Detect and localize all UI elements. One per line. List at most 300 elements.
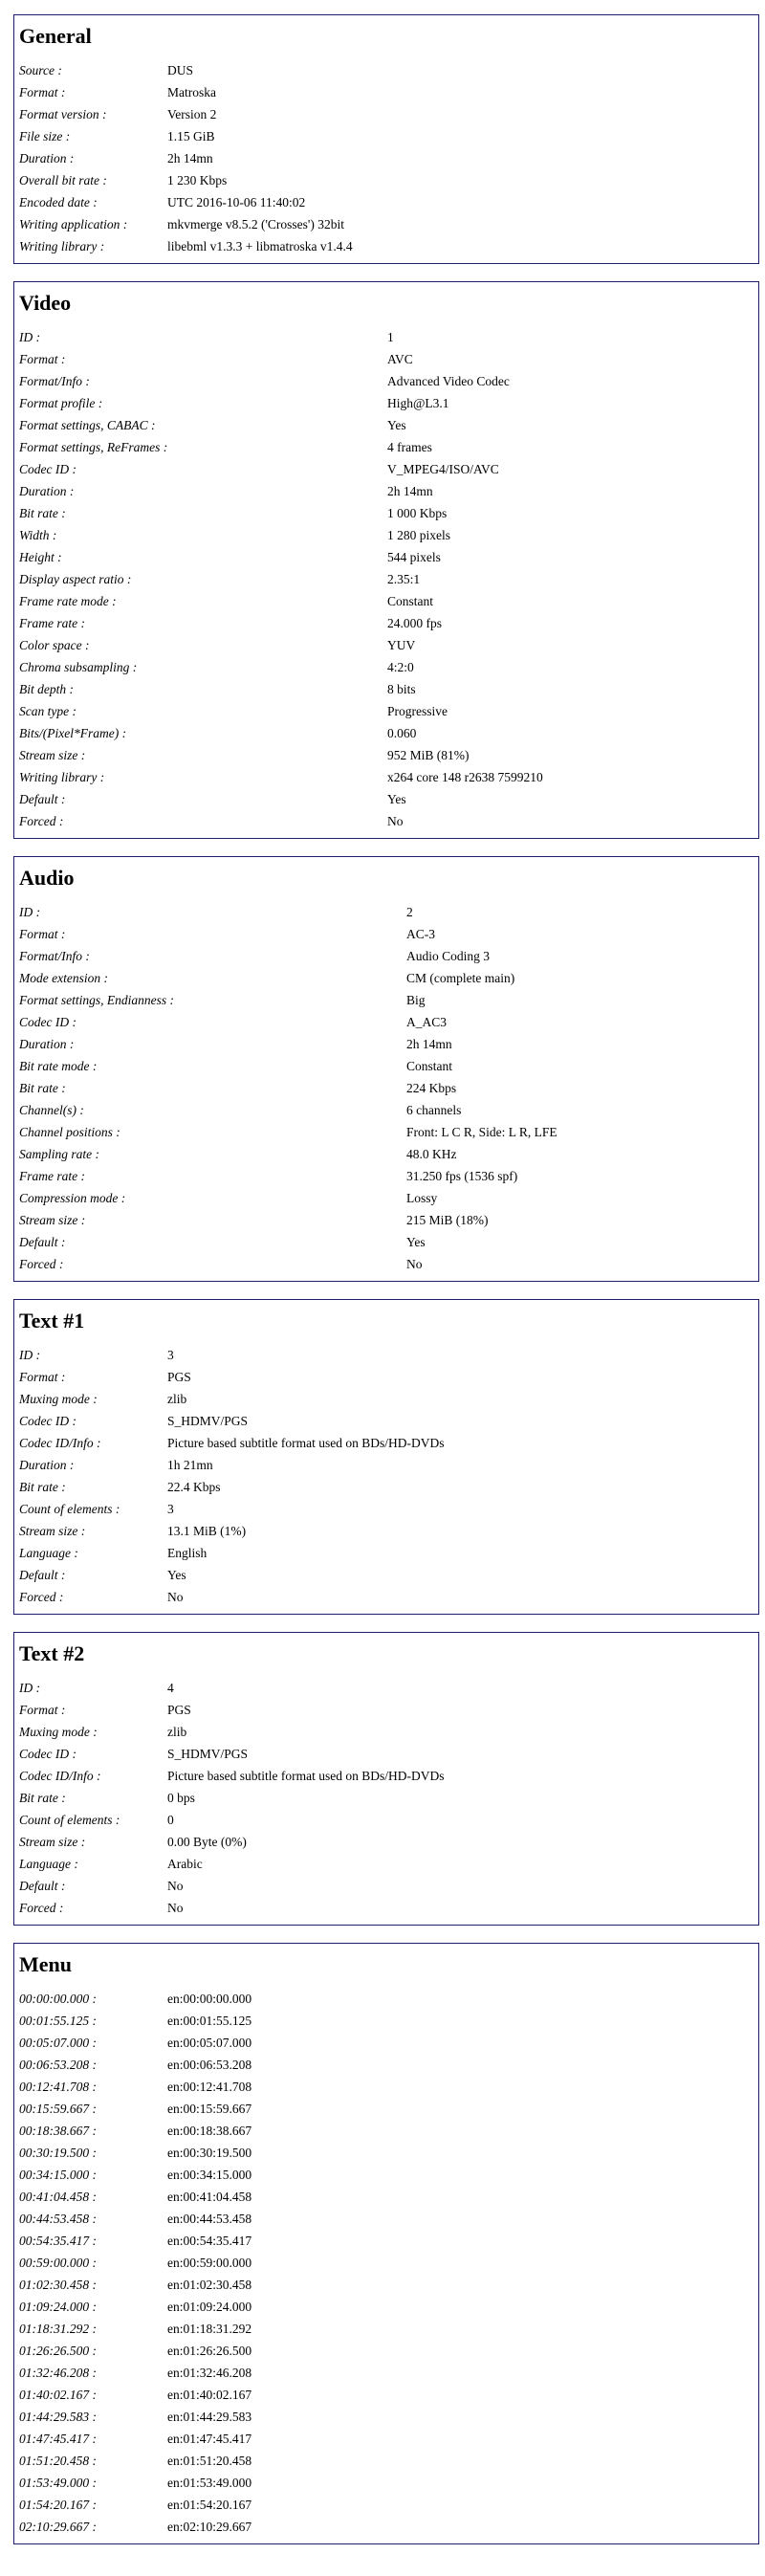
- info-value: No: [167, 1901, 184, 1915]
- info-row: [19, 1765, 751, 1787]
- info-value: V_MPEG4/ISO/AVC: [387, 462, 499, 476]
- info-row: [19, 788, 751, 810]
- info-row: [19, 2076, 751, 2098]
- info-row: [19, 1143, 751, 1165]
- info-label: Bit depth :: [19, 682, 74, 696]
- info-label: Codec ID :: [19, 1747, 76, 1761]
- info-row: [19, 1897, 751, 1919]
- info-row: [19, 1743, 751, 1765]
- info-row: [19, 568, 751, 590]
- info-row: [19, 1542, 751, 1564]
- info-label: 00:54:35.417 :: [19, 2234, 97, 2248]
- info-label: 00:05:07.000 :: [19, 2036, 97, 2050]
- info-value: 3: [167, 1502, 174, 1516]
- info-label: ID :: [19, 1348, 41, 1362]
- info-value: Audio Coding 3: [406, 949, 491, 963]
- info-row: [19, 2274, 751, 2296]
- info-row: [19, 2054, 751, 2076]
- info-row: [19, 678, 751, 700]
- info-value: en:00:44:53.458: [167, 2212, 252, 2226]
- info-row: [19, 1055, 751, 1077]
- info-row: [19, 2450, 751, 2472]
- info-label: 01:54:20.167 :: [19, 2498, 97, 2512]
- info-value: 224 Kbps: [406, 1081, 457, 1095]
- info-row: [19, 1253, 751, 1275]
- info-label: Language :: [19, 1857, 78, 1871]
- info-label: Duration :: [19, 1037, 75, 1051]
- info-value: 1.15 GiB: [167, 129, 215, 143]
- info-value: Yes: [406, 1235, 426, 1249]
- info-label: Bit rate :: [19, 1480, 66, 1494]
- info-row: [19, 1410, 751, 1432]
- info-value: 0.060: [387, 726, 417, 740]
- info-label: 01:47:45.417 :: [19, 2432, 97, 2446]
- info-value: 13.1 MiB (1%): [167, 1524, 247, 1538]
- info-row: [19, 1366, 751, 1388]
- section-title: Audio: [19, 866, 75, 890]
- info-value: A_AC3: [406, 1015, 448, 1029]
- info-row: [19, 370, 751, 392]
- info-label: Channel positions :: [19, 1125, 120, 1139]
- info-value: CM (complete main): [406, 971, 515, 985]
- info-value: en:01:32:46.208: [167, 2366, 252, 2380]
- info-value: en:00:41:04.458: [167, 2190, 252, 2204]
- info-value: en:01:54:20.167: [167, 2498, 252, 2512]
- info-value: 4 frames: [387, 440, 432, 454]
- info-value: Lossy: [406, 1191, 438, 1205]
- info-label: 01:02:30.458 :: [19, 2278, 97, 2292]
- info-label: Bit rate :: [19, 1791, 66, 1805]
- section-video: [13, 281, 759, 839]
- info-label: Compression mode :: [19, 1191, 126, 1205]
- info-row: [19, 2318, 751, 2340]
- info-value: 1 000 Kbps: [387, 506, 448, 520]
- info-label: Duration :: [19, 1458, 75, 1472]
- info-label: 01:32:46.208 :: [19, 2366, 97, 2380]
- info-row: [19, 502, 751, 524]
- info-value: libebml v1.3.3 + libmatroska v1.4.4: [167, 239, 353, 253]
- info-label: Writing library :: [19, 770, 105, 784]
- info-value: AC-3: [406, 927, 435, 941]
- info-value: 24.000 fps: [387, 616, 442, 630]
- info-row: [19, 2230, 751, 2252]
- info-label: 00:18:38.667 :: [19, 2124, 97, 2138]
- info-row: [19, 59, 751, 81]
- info-row: [19, 1121, 751, 1143]
- info-label: Codec ID/Info :: [19, 1436, 101, 1450]
- info-value: Arabic: [167, 1857, 203, 1871]
- info-row: [19, 722, 751, 744]
- info-value: Progressive: [387, 704, 448, 718]
- info-value: en:00:15:59.667: [167, 2102, 252, 2116]
- info-label: Mode extension :: [19, 971, 108, 985]
- info-row: [19, 2252, 751, 2274]
- info-value: 2h 14mn: [387, 484, 433, 498]
- info-row: [19, 612, 751, 634]
- info-row: [19, 392, 751, 414]
- info-row: [19, 1454, 751, 1476]
- info-value: DUS: [167, 63, 194, 77]
- section-text-1: [13, 1299, 759, 1615]
- info-row: [19, 2516, 751, 2538]
- info-row: [19, 191, 751, 213]
- info-row: [19, 2186, 751, 2208]
- info-label: Count of elements :: [19, 1502, 120, 1516]
- info-label: Format :: [19, 927, 66, 941]
- info-value: 2: [406, 905, 413, 919]
- info-row: [19, 634, 751, 656]
- info-value: 22.4 Kbps: [167, 1480, 221, 1494]
- info-value: 4: [167, 1681, 174, 1695]
- info-label: 01:44:29.583 :: [19, 2410, 97, 2424]
- info-value: S_HDMV/PGS: [167, 1414, 249, 1428]
- info-label: 02:10:29.667 :: [19, 2520, 97, 2534]
- info-row: [19, 1586, 751, 1608]
- info-label: Forced :: [19, 1901, 64, 1915]
- info-value: zlib: [167, 1725, 187, 1739]
- info-row: [19, 546, 751, 568]
- info-value: No: [387, 814, 404, 828]
- info-label: Muxing mode :: [19, 1725, 98, 1739]
- info-row: [19, 414, 751, 436]
- info-label: Format :: [19, 352, 66, 366]
- info-label: Overall bit rate :: [19, 173, 107, 187]
- info-label: Bit rate mode :: [19, 1059, 98, 1073]
- info-label: 00:30:19.500 :: [19, 2146, 97, 2160]
- section-title: Text #1: [19, 1309, 85, 1332]
- info-label: Format settings, CABAC :: [19, 418, 156, 432]
- info-label: Format :: [19, 1703, 66, 1717]
- info-row: [19, 1344, 751, 1366]
- info-label: Writing application :: [19, 217, 128, 231]
- info-label: Channel(s) :: [19, 1103, 84, 1117]
- info-value: en:00:18:38.667: [167, 2124, 252, 2138]
- info-row: [19, 2120, 751, 2142]
- info-label: Format/Info :: [19, 949, 90, 963]
- info-value: No: [406, 1257, 423, 1271]
- section-text-2: [13, 1632, 759, 1926]
- info-value: High@L3.1: [387, 396, 449, 410]
- info-value: Yes: [387, 792, 406, 806]
- info-value: No: [167, 1879, 184, 1893]
- info-row: [19, 700, 751, 722]
- info-label: Format/Info :: [19, 374, 90, 388]
- info-row: [19, 2472, 751, 2494]
- info-value: en:00:00:00.000: [167, 1992, 252, 2006]
- info-label: ID :: [19, 1681, 41, 1695]
- info-value: 3: [167, 1348, 174, 1362]
- info-value: 215 MiB (18%): [406, 1213, 489, 1227]
- info-value: 0: [167, 1813, 174, 1827]
- info-label: 01:26:26.500 :: [19, 2344, 97, 2358]
- info-value: No: [167, 1590, 184, 1604]
- info-row: [19, 923, 751, 945]
- info-row: [19, 1432, 751, 1454]
- info-label: Forced :: [19, 814, 64, 828]
- info-row: [19, 1831, 751, 1853]
- info-value: YUV: [387, 638, 416, 652]
- info-row: [19, 2032, 751, 2054]
- info-row: [19, 2296, 751, 2318]
- info-value: 31.250 fps (1536 spf): [406, 1169, 518, 1183]
- info-row: [19, 2494, 751, 2516]
- info-value: en:00:12:41.708: [167, 2080, 252, 2094]
- info-value: 1: [387, 330, 394, 344]
- info-label: 00:15:59.667 :: [19, 2102, 97, 2116]
- info-row: [19, 436, 751, 458]
- info-label: 01:18:31.292 :: [19, 2322, 97, 2336]
- info-row: [19, 1388, 751, 1410]
- info-row: [19, 1099, 751, 1121]
- section-audio: [13, 856, 759, 1282]
- info-label: Duration :: [19, 484, 75, 498]
- info-row: [19, 590, 751, 612]
- info-row: [19, 1988, 751, 2010]
- info-value: Picture based subtitle format used on BDs/HD-DVDs: [167, 1436, 445, 1450]
- info-label: Forced :: [19, 1590, 64, 1604]
- info-label: Muxing mode :: [19, 1392, 98, 1406]
- info-label: Forced :: [19, 1257, 64, 1271]
- info-row: [19, 2164, 751, 2186]
- info-value: Matroska: [167, 85, 216, 99]
- info-label: 01:51:20.458 :: [19, 2454, 97, 2468]
- info-row: [19, 147, 751, 169]
- info-label: 00:06:53.208 :: [19, 2058, 97, 2072]
- info-row: [19, 326, 751, 348]
- info-row: [19, 213, 751, 235]
- info-label: Bit rate :: [19, 1081, 66, 1095]
- section-title: Menu: [19, 1952, 72, 1976]
- info-row: [19, 81, 751, 103]
- info-row: [19, 1787, 751, 1809]
- info-value: PGS: [167, 1370, 191, 1384]
- info-row: [19, 2406, 751, 2428]
- info-value: 952 MiB (81%): [387, 748, 470, 762]
- info-label: Default :: [19, 792, 66, 806]
- info-value: 1h 21mn: [167, 1458, 213, 1472]
- info-value: PGS: [167, 1703, 191, 1717]
- info-value: en:01:26:26.500: [167, 2344, 252, 2358]
- info-value: 6 channels: [406, 1103, 462, 1117]
- info-row: [19, 1677, 751, 1699]
- info-label: Format :: [19, 85, 66, 99]
- info-value: x264 core 148 r2638 7599210: [387, 770, 543, 784]
- info-label: Frame rate :: [19, 616, 85, 630]
- info-row: [19, 901, 751, 923]
- info-value: English: [167, 1546, 208, 1560]
- info-row: [19, 1809, 751, 1831]
- info-value: 1 230 Kbps: [167, 173, 228, 187]
- info-value: en:00:59:00.000: [167, 2256, 252, 2270]
- info-label: Stream size :: [19, 1524, 86, 1538]
- info-row: [19, 2340, 751, 2362]
- info-value: en:01:02:30.458: [167, 2278, 252, 2292]
- info-label: Frame rate :: [19, 1169, 85, 1183]
- info-value: 2h 14mn: [167, 151, 213, 165]
- info-label: 01:40:02.167 :: [19, 2388, 97, 2402]
- info-label: Sampling rate :: [19, 1147, 99, 1161]
- info-value: 2.35:1: [387, 572, 421, 586]
- info-label: Bits/(Pixel*Frame) :: [19, 726, 127, 740]
- info-row: [19, 766, 751, 788]
- info-value: zlib: [167, 1392, 187, 1406]
- info-row: [19, 744, 751, 766]
- info-row: [19, 1498, 751, 1520]
- info-value: 2h 14mn: [406, 1037, 452, 1051]
- info-row: [19, 2142, 751, 2164]
- info-label: 00:59:00.000 :: [19, 2256, 97, 2270]
- info-label: Stream size :: [19, 1835, 86, 1849]
- info-label: Encoded date :: [19, 195, 98, 209]
- info-label: Default :: [19, 1568, 66, 1582]
- info-value: 0.00 Byte (0%): [167, 1835, 247, 1849]
- info-value: 1 280 pixels: [387, 528, 450, 542]
- info-label: Width :: [19, 528, 57, 542]
- info-label: Chroma subsampling :: [19, 660, 138, 674]
- info-row: [19, 2428, 751, 2450]
- info-label: 00:00:00.000 :: [19, 1992, 97, 2006]
- info-label: Stream size :: [19, 1213, 86, 1227]
- info-row: [19, 1231, 751, 1253]
- info-label: 00:01:55.125 :: [19, 2014, 97, 2028]
- info-row: [19, 1520, 751, 1542]
- info-label: Default :: [19, 1235, 66, 1249]
- info-label: Format settings, ReFrames :: [19, 440, 168, 454]
- info-row: [19, 458, 751, 480]
- info-row: [19, 103, 751, 125]
- info-value: Version 2: [167, 107, 217, 121]
- info-value: mkvmerge v8.5.2 ('Crosses') 32bit: [167, 217, 344, 231]
- info-label: Language :: [19, 1546, 78, 1560]
- info-value: 8 bits: [387, 682, 416, 696]
- info-row: [19, 945, 751, 967]
- info-value: UTC 2016-10-06 11:40:02: [167, 195, 306, 209]
- info-label: Codec ID :: [19, 1015, 76, 1029]
- info-row: [19, 524, 751, 546]
- info-label: 00:34:15.000 :: [19, 2168, 97, 2182]
- info-row: [19, 1033, 751, 1055]
- info-value: Picture based subtitle format used on BDs/HD-DVDs: [167, 1769, 445, 1783]
- info-label: Height :: [19, 550, 62, 564]
- info-label: Format settings, Endianness :: [19, 993, 174, 1007]
- info-row: [19, 125, 751, 147]
- section-title: Video: [19, 291, 72, 315]
- info-row: [19, 348, 751, 370]
- info-label: Bit rate :: [19, 506, 66, 520]
- info-value: Big: [406, 993, 426, 1007]
- info-label: 00:12:41.708 :: [19, 2080, 97, 2094]
- info-row: [19, 1875, 751, 1897]
- info-label: File size :: [19, 129, 71, 143]
- section-title: General: [19, 24, 92, 48]
- info-row: [19, 2362, 751, 2384]
- info-row: [19, 480, 751, 502]
- info-value: en:01:47:45.417: [167, 2432, 252, 2446]
- info-label: Writing library :: [19, 239, 105, 253]
- info-label: Count of elements :: [19, 1813, 120, 1827]
- info-value: Front: L C R, Side: L R, LFE: [406, 1125, 557, 1139]
- info-label: 01:09:24.000 :: [19, 2300, 97, 2314]
- info-value: en:01:18:31.292: [167, 2322, 252, 2336]
- info-label: 00:44:53.458 :: [19, 2212, 97, 2226]
- info-label: Format version :: [19, 107, 107, 121]
- info-value: en:01:44:29.583: [167, 2410, 252, 2424]
- info-value: S_HDMV/PGS: [167, 1747, 249, 1761]
- info-value: 0 bps: [167, 1791, 195, 1805]
- section-general: [13, 14, 759, 264]
- info-row: [19, 1187, 751, 1209]
- info-label: 01:53:49.000 :: [19, 2476, 97, 2490]
- info-value: AVC: [387, 352, 413, 366]
- info-value: en:00:30:19.500: [167, 2146, 252, 2160]
- info-label: Duration :: [19, 151, 75, 165]
- info-label: Format profile :: [19, 396, 103, 410]
- info-value: en:01:51:20.458: [167, 2454, 252, 2468]
- media-info-report: [13, 14, 759, 2562]
- info-value: en:00:05:07.000: [167, 2036, 252, 2050]
- info-label: ID :: [19, 905, 41, 919]
- info-row: [19, 2010, 751, 2032]
- info-label: Stream size :: [19, 748, 86, 762]
- info-value: en:01:09:24.000: [167, 2300, 252, 2314]
- info-value: Yes: [387, 418, 406, 432]
- info-label: 00:41:04.458 :: [19, 2190, 97, 2204]
- section-menu: [13, 1943, 759, 2544]
- info-value: 544 pixels: [387, 550, 441, 564]
- info-row: [19, 1699, 751, 1721]
- info-row: [19, 1165, 751, 1187]
- info-row: [19, 1564, 751, 1586]
- info-row: [19, 169, 751, 191]
- info-value: Constant: [387, 594, 434, 608]
- info-value: en:01:40:02.167: [167, 2388, 252, 2402]
- info-label: ID :: [19, 330, 41, 344]
- info-value: en:02:10:29.667: [167, 2520, 252, 2534]
- info-label: Frame rate mode :: [19, 594, 117, 608]
- info-row: [19, 2098, 751, 2120]
- info-value: en:01:53:49.000: [167, 2476, 252, 2490]
- info-label: Format :: [19, 1370, 66, 1384]
- info-label: Codec ID :: [19, 462, 76, 476]
- info-value: Advanced Video Codec: [387, 374, 510, 388]
- info-row: [19, 810, 751, 832]
- info-row: [19, 2208, 751, 2230]
- info-value: en:00:01:55.125: [167, 2014, 252, 2028]
- info-row: [19, 1476, 751, 1498]
- info-row: [19, 1853, 751, 1875]
- info-label: Display aspect ratio :: [19, 572, 132, 586]
- info-label: Scan type :: [19, 704, 76, 718]
- info-value: Yes: [167, 1568, 186, 1582]
- info-row: [19, 1209, 751, 1231]
- info-value: en:00:06:53.208: [167, 2058, 252, 2072]
- info-label: Default :: [19, 1879, 66, 1893]
- info-value: en:00:34:15.000: [167, 2168, 252, 2182]
- info-label: Codec ID/Info :: [19, 1769, 101, 1783]
- info-row: [19, 2384, 751, 2406]
- info-row: [19, 1721, 751, 1743]
- info-row: [19, 1077, 751, 1099]
- info-row: [19, 1011, 751, 1033]
- info-value: 4:2:0: [387, 660, 414, 674]
- info-label: Color space :: [19, 638, 90, 652]
- info-row: [19, 967, 751, 989]
- info-label: Source :: [19, 63, 62, 77]
- info-value: en:00:54:35.417: [167, 2234, 252, 2248]
- section-title: Text #2: [19, 1641, 85, 1665]
- info-row: [19, 235, 751, 257]
- info-row: [19, 656, 751, 678]
